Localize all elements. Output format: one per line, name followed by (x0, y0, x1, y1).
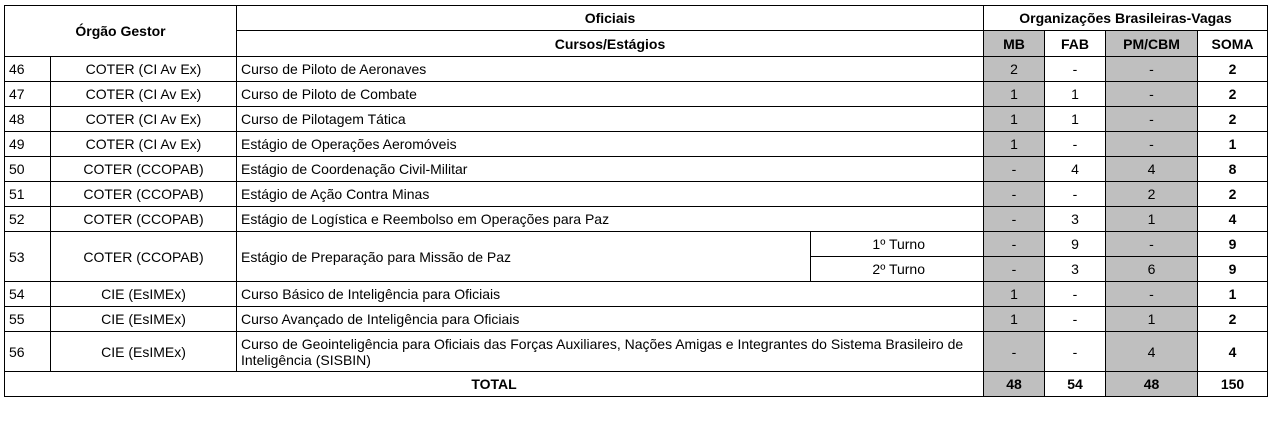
row-fab: 1 (1045, 107, 1106, 132)
row-mb: - (984, 257, 1045, 282)
row-soma: 2 (1198, 307, 1268, 332)
header-oficiais: Oficiais (237, 6, 984, 31)
row-soma: 1 (1198, 282, 1268, 307)
row-curso: Curso de Pilotagem Tática (237, 107, 984, 132)
header-fab: FAB (1045, 31, 1106, 57)
row-soma: 4 (1198, 332, 1268, 372)
row-curso: Estágio de Coordenação Civil-Militar (237, 157, 984, 182)
row-pm-cbm: 4 (1106, 157, 1198, 182)
row-fab: - (1045, 57, 1106, 82)
row-curso: Curso Básico de Inteligência para Oficiais (237, 282, 984, 307)
row-number: 49 (5, 132, 51, 157)
table-row (5, 282, 1268, 307)
row-mb: 1 (984, 132, 1045, 157)
row-pm-cbm: - (1106, 282, 1198, 307)
row-soma: 2 (1198, 82, 1268, 107)
row-number: 52 (5, 207, 51, 232)
row-curso: Curso de Piloto de Aeronaves (237, 57, 984, 82)
row-curso: Estágio de Preparação para Missão de Paz (237, 232, 811, 282)
row-fab: 4 (1045, 157, 1106, 182)
total-mb: 48 (984, 372, 1045, 397)
table-row (5, 332, 1268, 372)
row-pm-cbm: 1 (1106, 207, 1198, 232)
row-orgao: COTER (CCOPAB) (51, 182, 237, 207)
row-curso: Curso Avançado de Inteligência para Oficiais (237, 307, 984, 332)
row-soma: 2 (1198, 57, 1268, 82)
header-cursos: Cursos/Estágios (237, 31, 984, 57)
row-pm-cbm: - (1106, 82, 1198, 107)
row-fab: 3 (1045, 207, 1106, 232)
row-curso: Estágio de Operações Aeromóveis (237, 132, 984, 157)
row-pm-cbm: - (1106, 132, 1198, 157)
row-orgao: COTER (CCOPAB) (51, 232, 237, 282)
row-mb: 1 (984, 282, 1045, 307)
row-number: 54 (5, 282, 51, 307)
row-orgao: COTER (CCOPAB) (51, 157, 237, 182)
row-pm-cbm: - (1106, 107, 1198, 132)
total-pm-cbm: 48 (1106, 372, 1198, 397)
row-pm-cbm: - (1106, 232, 1198, 257)
row-pm-cbm: - (1106, 57, 1198, 82)
table-row (5, 132, 1268, 157)
row-mb: 1 (984, 82, 1045, 107)
row-orgao: CIE (EsIMEx) (51, 332, 237, 372)
table-row (5, 57, 1268, 82)
row-mb: 1 (984, 307, 1045, 332)
total-fab: 54 (1045, 372, 1106, 397)
row-soma: 4 (1198, 207, 1268, 232)
row-number: 51 (5, 182, 51, 207)
row-curso: Curso de Geointeligência para Oficiais das Forças Auxiliares, Nações Amigas e Integrantes do Sistema Brasileiro de Inteligência (SISBIN) (237, 332, 984, 372)
row-soma: 9 (1198, 257, 1268, 282)
row-mb: - (984, 157, 1045, 182)
row-mb: - (984, 207, 1045, 232)
row-mb: - (984, 332, 1045, 372)
row-pm-cbm: 1 (1106, 307, 1198, 332)
row-soma: 1 (1198, 132, 1268, 157)
row-turno: 1º Turno (811, 232, 984, 257)
row-orgao: CIE (EsIMEx) (51, 307, 237, 332)
row-number: 48 (5, 107, 51, 132)
row-curso: Curso de Piloto de Combate (237, 82, 984, 107)
row-fab: - (1045, 132, 1106, 157)
row-curso: Estágio de Ação Contra Minas (237, 182, 984, 207)
header-mb: MB (984, 31, 1045, 57)
row-soma: 8 (1198, 157, 1268, 182)
row-orgao: COTER (CI Av Ex) (51, 132, 237, 157)
table-row (5, 207, 1268, 232)
row-mb: 2 (984, 57, 1045, 82)
row-orgao: COTER (CI Av Ex) (51, 57, 237, 82)
row-fab: 9 (1045, 232, 1106, 257)
row-pm-cbm: 2 (1106, 182, 1198, 207)
table-row (5, 232, 1268, 257)
row-turno: 2º Turno (811, 257, 984, 282)
row-soma: 9 (1198, 232, 1268, 257)
row-fab: - (1045, 282, 1106, 307)
row-fab: 3 (1045, 257, 1106, 282)
row-mb: - (984, 182, 1045, 207)
row-orgao: COTER (CI Av Ex) (51, 82, 237, 107)
row-number: 47 (5, 82, 51, 107)
row-mb: - (984, 232, 1045, 257)
header-soma: SOMA (1198, 31, 1268, 57)
row-mb: 1 (984, 107, 1045, 132)
row-pm-cbm: 6 (1106, 257, 1198, 282)
row-curso: Estágio de Logística e Reembolso em Operações para Paz (237, 207, 984, 232)
row-number: 55 (5, 307, 51, 332)
table-row (5, 82, 1268, 107)
row-fab: - (1045, 182, 1106, 207)
row-pm-cbm: 4 (1106, 332, 1198, 372)
total-soma: 150 (1198, 372, 1268, 397)
total-row (5, 372, 1268, 397)
header-orgao-gestor: Órgão Gestor (5, 6, 237, 57)
row-number: 53 (5, 232, 51, 282)
row-fab: - (1045, 307, 1106, 332)
row-number: 46 (5, 57, 51, 82)
table-row (5, 182, 1268, 207)
table-row (5, 107, 1268, 132)
row-number: 50 (5, 157, 51, 182)
row-fab: - (1045, 332, 1106, 372)
row-number: 56 (5, 332, 51, 372)
row-orgao: COTER (CI Av Ex) (51, 107, 237, 132)
table-row (5, 157, 1268, 182)
row-fab: 1 (1045, 82, 1106, 107)
row-orgao: COTER (CCOPAB) (51, 207, 237, 232)
header-pm-cbm: PM/CBM (1106, 31, 1198, 57)
table-row (5, 307, 1268, 332)
row-orgao: CIE (EsIMEx) (51, 282, 237, 307)
vagas-table (4, 5, 1268, 397)
row-soma: 2 (1198, 182, 1268, 207)
row-soma: 2 (1198, 107, 1268, 132)
header-organizacoes: Organizações Brasileiras-Vagas (984, 6, 1268, 31)
total-label: TOTAL (5, 372, 984, 397)
